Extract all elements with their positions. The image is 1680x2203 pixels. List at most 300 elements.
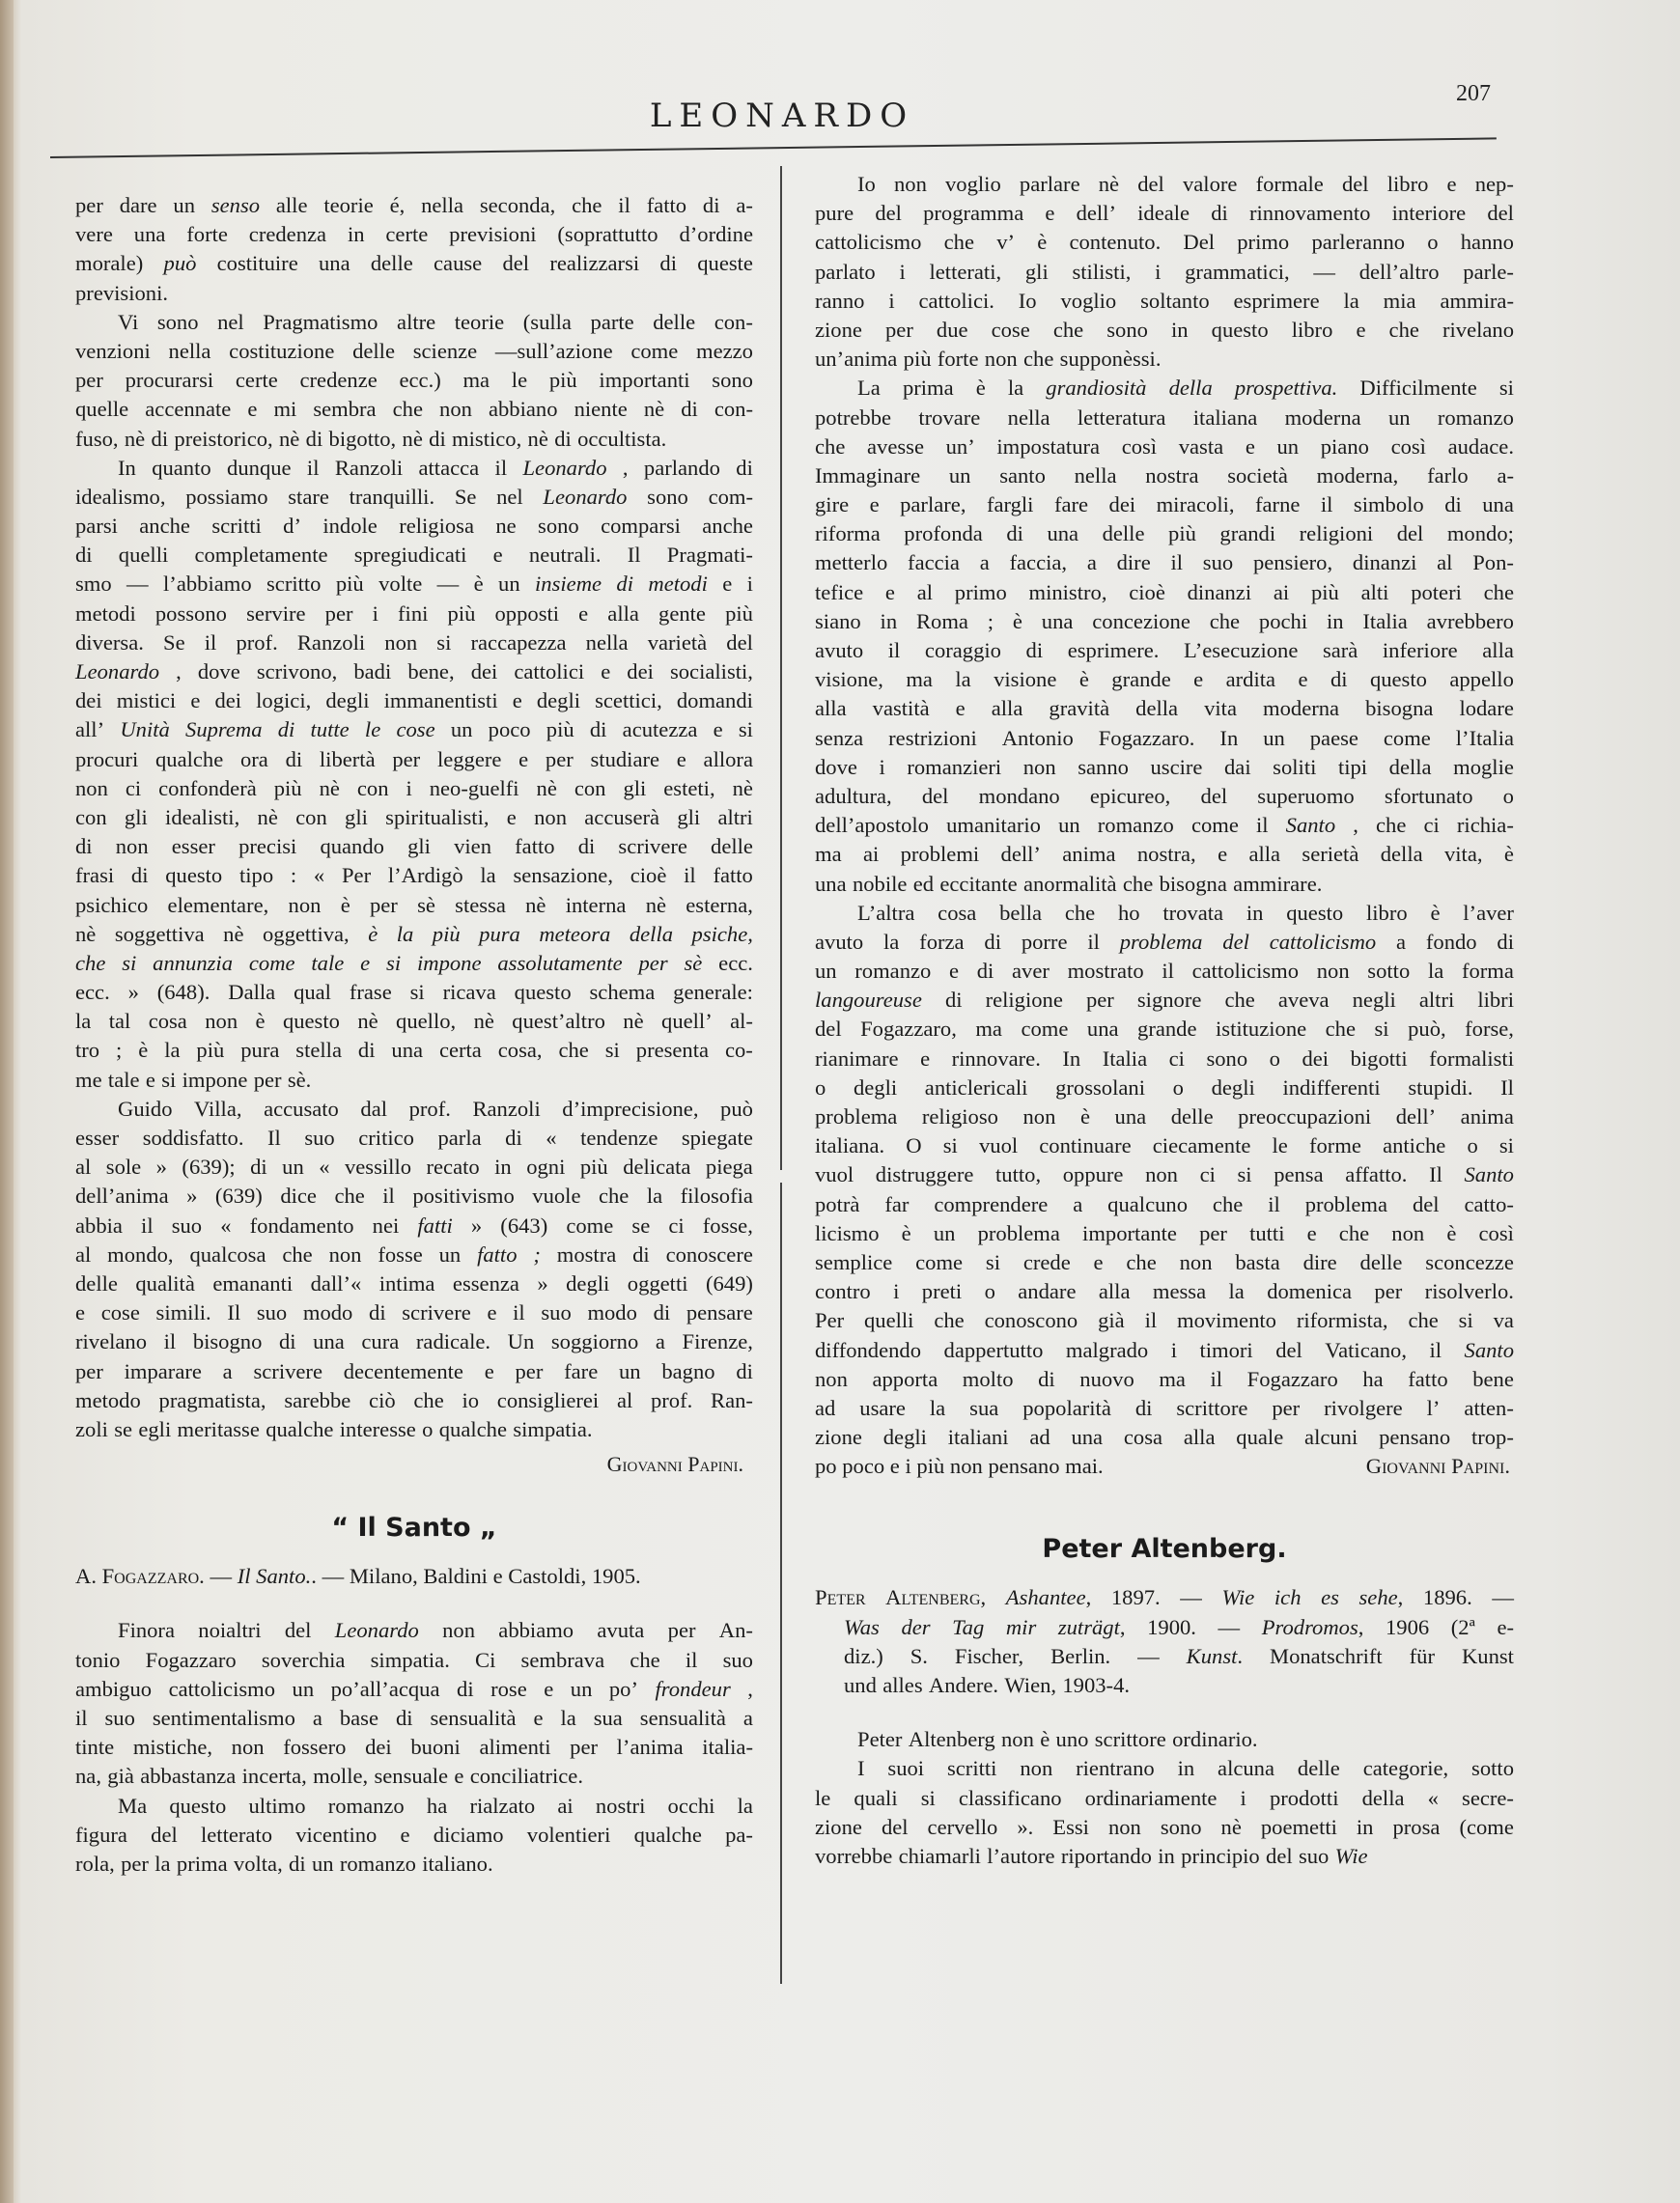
- word: queste: [697, 251, 753, 276]
- word: dice: [280, 1184, 317, 1209]
- word: tutto,: [995, 1162, 1042, 1187]
- word: a: [312, 1706, 322, 1730]
- word: «: [313, 863, 325, 888]
- word: movimento: [1177, 1308, 1276, 1333]
- word: simpatia.: [513, 1416, 593, 1441]
- word: audace.: [1447, 433, 1514, 459]
- word: »: [537, 1270, 548, 1296]
- text-line: [815, 490, 1514, 519]
- word: restrizioni: [888, 725, 977, 750]
- word: imparare: [124, 1358, 202, 1383]
- word: quelle: [75, 397, 129, 422]
- text-line: [815, 1277, 1514, 1306]
- text-line: [75, 774, 753, 803]
- word: più: [447, 600, 476, 626]
- word: impone: [416, 950, 482, 975]
- text-line: [75, 832, 753, 861]
- text-line: [75, 1124, 753, 1153]
- word: italiano.: [422, 1851, 493, 1876]
- word: qual: [294, 980, 331, 1005]
- text-line: [815, 1190, 1514, 1219]
- word: che: [1376, 813, 1407, 838]
- word: sono: [538, 514, 579, 539]
- word: Pragmati-: [666, 543, 753, 568]
- word: für: [1409, 1643, 1436, 1668]
- word: scrivere: [618, 834, 687, 859]
- word: se: [114, 1416, 133, 1441]
- word: cattolici: [514, 659, 585, 683]
- word: il: [1429, 1337, 1442, 1362]
- word: e: [487, 1300, 497, 1325]
- word: forse,: [1465, 1017, 1514, 1042]
- word: il: [684, 863, 696, 888]
- word: alimenti: [479, 1735, 551, 1760]
- word: «: [220, 1213, 232, 1238]
- word: e: [544, 1676, 554, 1701]
- word: Wie: [1221, 1585, 1255, 1610]
- word: senso: [210, 193, 261, 217]
- word: tro: [75, 1038, 100, 1063]
- word: ora: [239, 746, 268, 771]
- word: morale): [75, 251, 144, 276]
- word: si: [985, 1249, 1000, 1274]
- word: un’anima: [815, 347, 898, 372]
- paragraph: [815, 1754, 1514, 1871]
- word: spiritualisti,: [385, 804, 490, 829]
- word: scritto: [266, 572, 322, 597]
- word: è: [1079, 1104, 1090, 1129]
- citation-separator: —: [204, 1564, 238, 1589]
- word: di: [736, 1358, 753, 1383]
- word: Leonardo: [543, 484, 628, 509]
- word: gli: [623, 775, 647, 800]
- word: nobile: [852, 871, 908, 896]
- text-line: [75, 1241, 753, 1269]
- word: si: [1374, 1017, 1389, 1042]
- citation-author: A. Fogazzaro.: [75, 1564, 205, 1589]
- word: bagno: [661, 1358, 715, 1383]
- word: o: [422, 1416, 434, 1441]
- word: una: [1071, 1425, 1104, 1450]
- word: e: [884, 579, 895, 604]
- word: allora: [703, 746, 753, 771]
- word: in: [1246, 900, 1264, 925]
- word: mistici: [116, 688, 177, 713]
- word: frase: [349, 980, 392, 1005]
- word: del: [1412, 1191, 1440, 1216]
- word: assolutamente: [497, 950, 623, 975]
- word: Firenze,: [682, 1329, 753, 1354]
- text-line: [815, 258, 1514, 287]
- word: si: [436, 629, 452, 655]
- word: di: [736, 455, 753, 480]
- word: Vi: [118, 309, 139, 334]
- word: pa-: [725, 1822, 753, 1847]
- word: appello: [1449, 667, 1514, 692]
- word: L’altra: [857, 900, 915, 925]
- word: al: [616, 1387, 633, 1412]
- word: o: [1427, 230, 1439, 255]
- word: per: [667, 1618, 696, 1643]
- word: vasta: [1178, 433, 1224, 459]
- word: per: [369, 892, 398, 917]
- word: ;: [116, 1038, 123, 1063]
- word: la: [1427, 959, 1444, 984]
- word: ma: [462, 368, 490, 393]
- word: idealisti,: [165, 804, 240, 829]
- word: con: [75, 804, 107, 829]
- word: nè: [75, 921, 97, 946]
- word: un: [438, 1241, 462, 1267]
- text-line: [75, 1675, 753, 1704]
- word: langoureuse: [815, 988, 922, 1013]
- word: quando: [320, 834, 384, 859]
- text-line: [75, 920, 753, 949]
- text-line: [75, 308, 753, 337]
- word: fossero: [283, 1735, 347, 1760]
- word: la: [396, 921, 414, 946]
- word: e: [190, 688, 201, 713]
- word: cose: [396, 717, 435, 742]
- word: religioso: [921, 1104, 998, 1129]
- word: frasi: [75, 863, 115, 888]
- word: ma: [1159, 1366, 1186, 1391]
- word: riformista,: [1296, 1308, 1388, 1333]
- word: paese: [1309, 725, 1358, 750]
- word: letterato: [201, 1822, 273, 1847]
- text-line: [75, 366, 753, 395]
- word: religioni: [1299, 521, 1374, 546]
- word: può: [720, 1096, 753, 1121]
- word: di: [659, 251, 677, 276]
- word: Monatschrift: [1270, 1643, 1383, 1668]
- word: farne: [1255, 492, 1301, 517]
- text-line: [815, 957, 1514, 986]
- word: timori: [1199, 1337, 1253, 1362]
- text-line: [815, 1394, 1514, 1423]
- text-line: [75, 1646, 753, 1675]
- word: italiana.: [815, 1133, 885, 1158]
- word: che: [572, 193, 602, 217]
- word: Peter: [857, 1727, 903, 1752]
- word: tefice: [815, 579, 864, 604]
- word: un: [173, 193, 195, 217]
- word: prosa: [1392, 1814, 1441, 1839]
- word: cattolicismo: [1269, 929, 1377, 954]
- word: Ci: [475, 1647, 496, 1672]
- word: i: [406, 775, 412, 800]
- word: confonderà: [158, 775, 257, 800]
- word: come: [630, 338, 679, 363]
- word: Kunst.: [1186, 1643, 1244, 1668]
- word: il: [1162, 959, 1174, 984]
- word: ma: [975, 1017, 1002, 1042]
- text-line: [815, 1248, 1514, 1277]
- word: nostri: [595, 1793, 646, 1818]
- word: di: [702, 193, 720, 217]
- word: parleranno: [1311, 230, 1406, 255]
- word: libertà: [319, 746, 376, 771]
- word: questo: [1211, 317, 1269, 342]
- word: Io: [857, 172, 876, 196]
- word: e: [400, 1822, 410, 1847]
- word: non: [231, 1735, 265, 1760]
- word: è: [473, 572, 484, 597]
- word: Pragmatismo: [263, 309, 378, 334]
- word: i: [899, 259, 906, 284]
- word: serietà: [1302, 842, 1359, 867]
- word: questo: [282, 1009, 340, 1034]
- word: esprimere: [1233, 288, 1320, 313]
- word: di: [75, 834, 93, 859]
- text-line: [75, 1733, 753, 1762]
- word: occultista.: [577, 426, 667, 451]
- word: grammatici,: [1185, 259, 1290, 284]
- word: in: [494, 1155, 512, 1180]
- word: più: [432, 921, 461, 946]
- word: un: [1387, 404, 1411, 430]
- word: importanti: [599, 368, 690, 393]
- word: che: [815, 433, 846, 459]
- word: ai: [862, 842, 880, 867]
- word: avrebbero: [1426, 608, 1514, 633]
- word: mondano: [978, 783, 1060, 808]
- word: dei: [1108, 492, 1136, 517]
- word: delle: [75, 1270, 118, 1296]
- word: il: [618, 193, 630, 217]
- word: e: [512, 688, 522, 713]
- word: affatto.: [1345, 1162, 1408, 1187]
- word: una: [1114, 1104, 1147, 1129]
- word: sanno: [1078, 754, 1129, 779]
- word: quanto: [152, 455, 211, 480]
- word: dall’«: [310, 1270, 362, 1296]
- word: Il: [1429, 1162, 1442, 1187]
- word: e: [1298, 667, 1308, 692]
- word: della: [1388, 754, 1432, 779]
- word: grandi: [1219, 521, 1276, 546]
- word: Fischer,: [954, 1643, 1024, 1668]
- word: simili.: [155, 1300, 211, 1325]
- word: metterlo: [815, 550, 888, 575]
- word: superuomo: [1257, 783, 1355, 808]
- word: la: [1343, 288, 1359, 313]
- word: visione: [994, 667, 1057, 692]
- word: In: [118, 455, 136, 480]
- word: in: [1326, 608, 1344, 633]
- word: costituire: [216, 251, 298, 276]
- word: una: [318, 251, 350, 276]
- word: rivolgere: [1324, 1395, 1403, 1420]
- word: pensare: [686, 1300, 753, 1325]
- word: fatto: [477, 1241, 518, 1267]
- word: qualche: [154, 746, 224, 771]
- word: si: [604, 1038, 620, 1063]
- word: è: [368, 921, 378, 946]
- word: sono: [1106, 317, 1148, 342]
- word: e: [492, 543, 503, 568]
- word: ,: [622, 455, 629, 480]
- word: suo: [304, 1126, 335, 1150]
- word: delicata: [623, 1155, 691, 1180]
- text-line: [75, 279, 753, 308]
- word: cattolicismo: [815, 230, 922, 255]
- word: che: [1325, 1017, 1357, 1042]
- word: 1906: [1386, 1614, 1430, 1639]
- word: Finora: [118, 1618, 175, 1643]
- section-title-il-santo: “ Il Santo „: [331, 1513, 497, 1544]
- word: dei: [627, 659, 654, 683]
- word: i: [1155, 259, 1162, 284]
- word: negli: [1352, 988, 1396, 1013]
- word: :: [290, 863, 297, 888]
- word: qualche: [438, 1416, 507, 1441]
- paragraph: [815, 170, 1514, 374]
- word: Il: [227, 1300, 241, 1325]
- word: i: [1240, 1785, 1246, 1810]
- word: previsioni.: [75, 280, 169, 305]
- word: pura: [479, 921, 520, 946]
- word: suo: [171, 1213, 203, 1238]
- word: Tag: [952, 1614, 985, 1639]
- word: moglie: [1453, 754, 1514, 779]
- word: o: [1467, 1133, 1478, 1158]
- text-line: [75, 425, 753, 454]
- text-line: [815, 1754, 1514, 1783]
- word: e: [518, 746, 529, 771]
- word: meteora: [539, 921, 611, 946]
- word: categorie,: [1362, 1756, 1449, 1781]
- word: e: [1093, 1249, 1104, 1274]
- word: questo: [514, 980, 572, 1005]
- word: che: [934, 1308, 965, 1333]
- word: alla: [1098, 1279, 1131, 1304]
- word: faccia,: [1009, 550, 1068, 575]
- word: logici,: [256, 688, 312, 713]
- word: così: [1390, 433, 1426, 459]
- word: per: [638, 950, 668, 975]
- bibliography-line: [815, 1583, 1514, 1612]
- word: fosse,: [702, 1213, 753, 1238]
- word: più: [273, 775, 302, 800]
- word: formale: [1255, 172, 1324, 196]
- word: insieme: [535, 572, 602, 597]
- word: di: [681, 397, 698, 422]
- word: na,: [75, 1764, 101, 1789]
- word: bene,: [407, 659, 455, 683]
- text-line: [815, 199, 1514, 228]
- word: 1897.: [1110, 1585, 1161, 1610]
- word: comprendere: [934, 1191, 1049, 1216]
- word: parlare: [1019, 172, 1080, 196]
- word: si: [920, 1785, 936, 1810]
- word: nei: [372, 1213, 400, 1238]
- word: non: [815, 1366, 848, 1391]
- word: e: [578, 600, 589, 626]
- word: credenze: [299, 368, 378, 393]
- word: del: [815, 1017, 842, 1042]
- word: intima: [378, 1270, 435, 1296]
- word: il: [1268, 1191, 1280, 1216]
- word: e: [949, 959, 960, 984]
- word: avesse: [867, 433, 924, 459]
- citation-publisher: Milano, Baldini e Castoldi, 1905.: [349, 1564, 641, 1589]
- word: i: [746, 572, 753, 597]
- word: nè: [124, 426, 146, 451]
- word: dei: [1302, 1046, 1330, 1071]
- word: dell’anima: [75, 1184, 169, 1209]
- word: grossolani: [1055, 1074, 1145, 1100]
- word: della: [1168, 376, 1213, 401]
- word: bene: [1472, 1366, 1514, 1391]
- word: vien: [454, 834, 491, 859]
- word: libro: [1386, 172, 1429, 196]
- word: senza: [815, 725, 864, 750]
- word: un: [292, 1676, 315, 1701]
- word: esteti,: [663, 775, 715, 800]
- word: sono: [1160, 1814, 1202, 1839]
- word: si: [1498, 1133, 1514, 1158]
- word: leggere: [436, 746, 502, 771]
- word: sembra: [313, 397, 377, 422]
- word: interiore: [1391, 201, 1467, 226]
- word: per: [570, 1735, 598, 1760]
- word: i: [879, 754, 885, 779]
- text-line: [815, 1725, 1514, 1754]
- word: previsioni: [449, 222, 537, 247]
- word: gente: [658, 600, 706, 626]
- word: zione: [815, 1425, 862, 1450]
- paragraph: [815, 899, 1514, 1453]
- word: nella: [1007, 404, 1050, 430]
- word: Altenberg: [908, 1727, 995, 1752]
- word: la: [480, 863, 496, 888]
- word: abbastanza: [140, 1764, 237, 1789]
- word: molto: [962, 1366, 1014, 1391]
- word: figura: [75, 1822, 127, 1847]
- word: recato: [426, 1155, 480, 1180]
- word: Fogazzaro.: [1098, 725, 1195, 750]
- word: problema: [1304, 1191, 1388, 1216]
- paragraph: [75, 1792, 753, 1880]
- word: po’all’acqua: [330, 1676, 440, 1701]
- word: far: [884, 1191, 910, 1216]
- word: importante: [1082, 1220, 1177, 1245]
- word: pochi: [1258, 608, 1308, 633]
- word: ci: [668, 1213, 685, 1238]
- word: possono: [154, 600, 227, 626]
- word: metodo: [75, 1387, 141, 1412]
- word: religiosa: [399, 514, 474, 539]
- word: Antonio: [1001, 725, 1074, 750]
- word: servire: [246, 600, 306, 626]
- word: e: [1193, 667, 1204, 692]
- word: non: [439, 397, 472, 422]
- word: non: [75, 775, 108, 800]
- word: Italia: [1362, 608, 1408, 633]
- word: ci: [1199, 1162, 1216, 1187]
- word: voglio: [1060, 288, 1117, 313]
- word: di: [130, 863, 149, 888]
- word: porre: [1021, 929, 1068, 954]
- word: ci: [1168, 1046, 1185, 1071]
- word: forte: [186, 222, 228, 247]
- text-line: [75, 483, 753, 512]
- word: ecc.: [718, 950, 753, 975]
- word: principio: [1181, 1843, 1260, 1868]
- word: diz.): [844, 1643, 883, 1668]
- word: italia-: [702, 1735, 753, 1760]
